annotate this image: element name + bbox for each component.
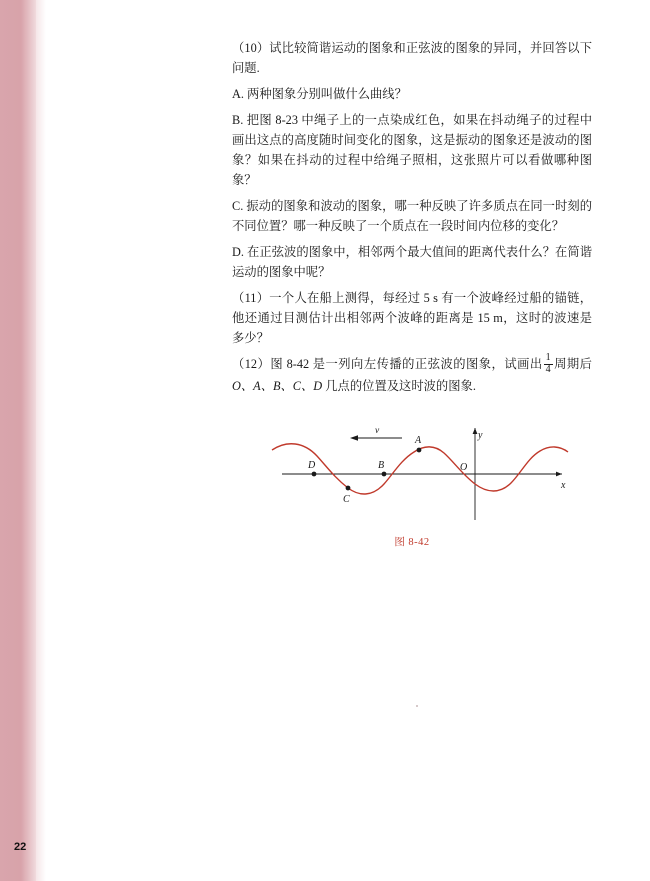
point-D-dot [312, 472, 317, 477]
fraction-one-quarter [544, 353, 553, 375]
page-left-decorative-band [0, 0, 38, 881]
fraction-numerator: 1 [545, 352, 551, 364]
figure-caption: 图 8-42 [394, 537, 430, 549]
point-label-B: B [378, 460, 385, 472]
fraction-denominator: 4 [545, 363, 551, 375]
velocity-label: v [375, 426, 380, 437]
paragraph-q10-b: B. 把图 8-23 中绳子上的一点染成红色，如果在抖动绳子的过程中画出这点的高度随时间变化的图象，这是振动的图象还是波动的图象？如果在抖动的过程中给绳子照相，这张照片可以看做哪种图象？ [232, 113, 592, 187]
point-A-dot [417, 448, 422, 453]
point-C-dot [346, 486, 351, 491]
q12-prefix: （12）图 8-42 是一列向左传播的正弦波的图象，试画出 [232, 357, 543, 371]
paragraph-q11: （11）一个人在船上测得，每经过 5 s 有一个波峰经过船的锚链，他还通过目测估计出相邻两个波峰的距离是 15 m，这时的波速是多少？ [232, 291, 592, 345]
paragraph-q10-d: D. 在正弦波的图象中，相邻两个最大值间的距离代表什么？在简谐运动的图象中呢？ [232, 245, 592, 279]
axis-label-x: x [561, 480, 566, 492]
scan-speck [416, 705, 418, 707]
figure-8-42-svg [232, 412, 592, 530]
q12-middle: 周期后 [553, 357, 592, 371]
point-label-C: C [343, 494, 350, 506]
velocity-arrow-head [350, 435, 358, 441]
paragraph-q12 [232, 354, 592, 396]
paragraph-q10-a: A. 两种图象分别叫做什么曲线？ [232, 87, 407, 101]
paragraph-q10-c: C. 振动的图象和波动的图象，哪一种反映了许多质点在同一时刻的不同位置？哪一种反映了一个质点在一段时间内位移的变化？ [232, 199, 592, 233]
axis-label-y: y [478, 430, 483, 442]
page-content [232, 38, 592, 549]
q12-points: O、A、B、C、D [232, 379, 323, 394]
paragraph-q10: （10）试比较简谐运动的图象和正弦波的图象的异同，并回答以下问题. [232, 41, 592, 75]
x-axis-arrow [556, 472, 562, 477]
point-B-dot [382, 472, 387, 477]
figure-8-42 [232, 412, 592, 549]
point-label-A: A [415, 435, 422, 447]
point-label-O: O [460, 462, 468, 474]
y-axis-arrow [473, 428, 478, 434]
page-number: 22 [14, 841, 27, 853]
q12-suffix: 几点的位置及这时波的图象. [322, 379, 476, 394]
page-left-band-gradient [36, 0, 46, 881]
point-label-D: D [308, 460, 316, 472]
